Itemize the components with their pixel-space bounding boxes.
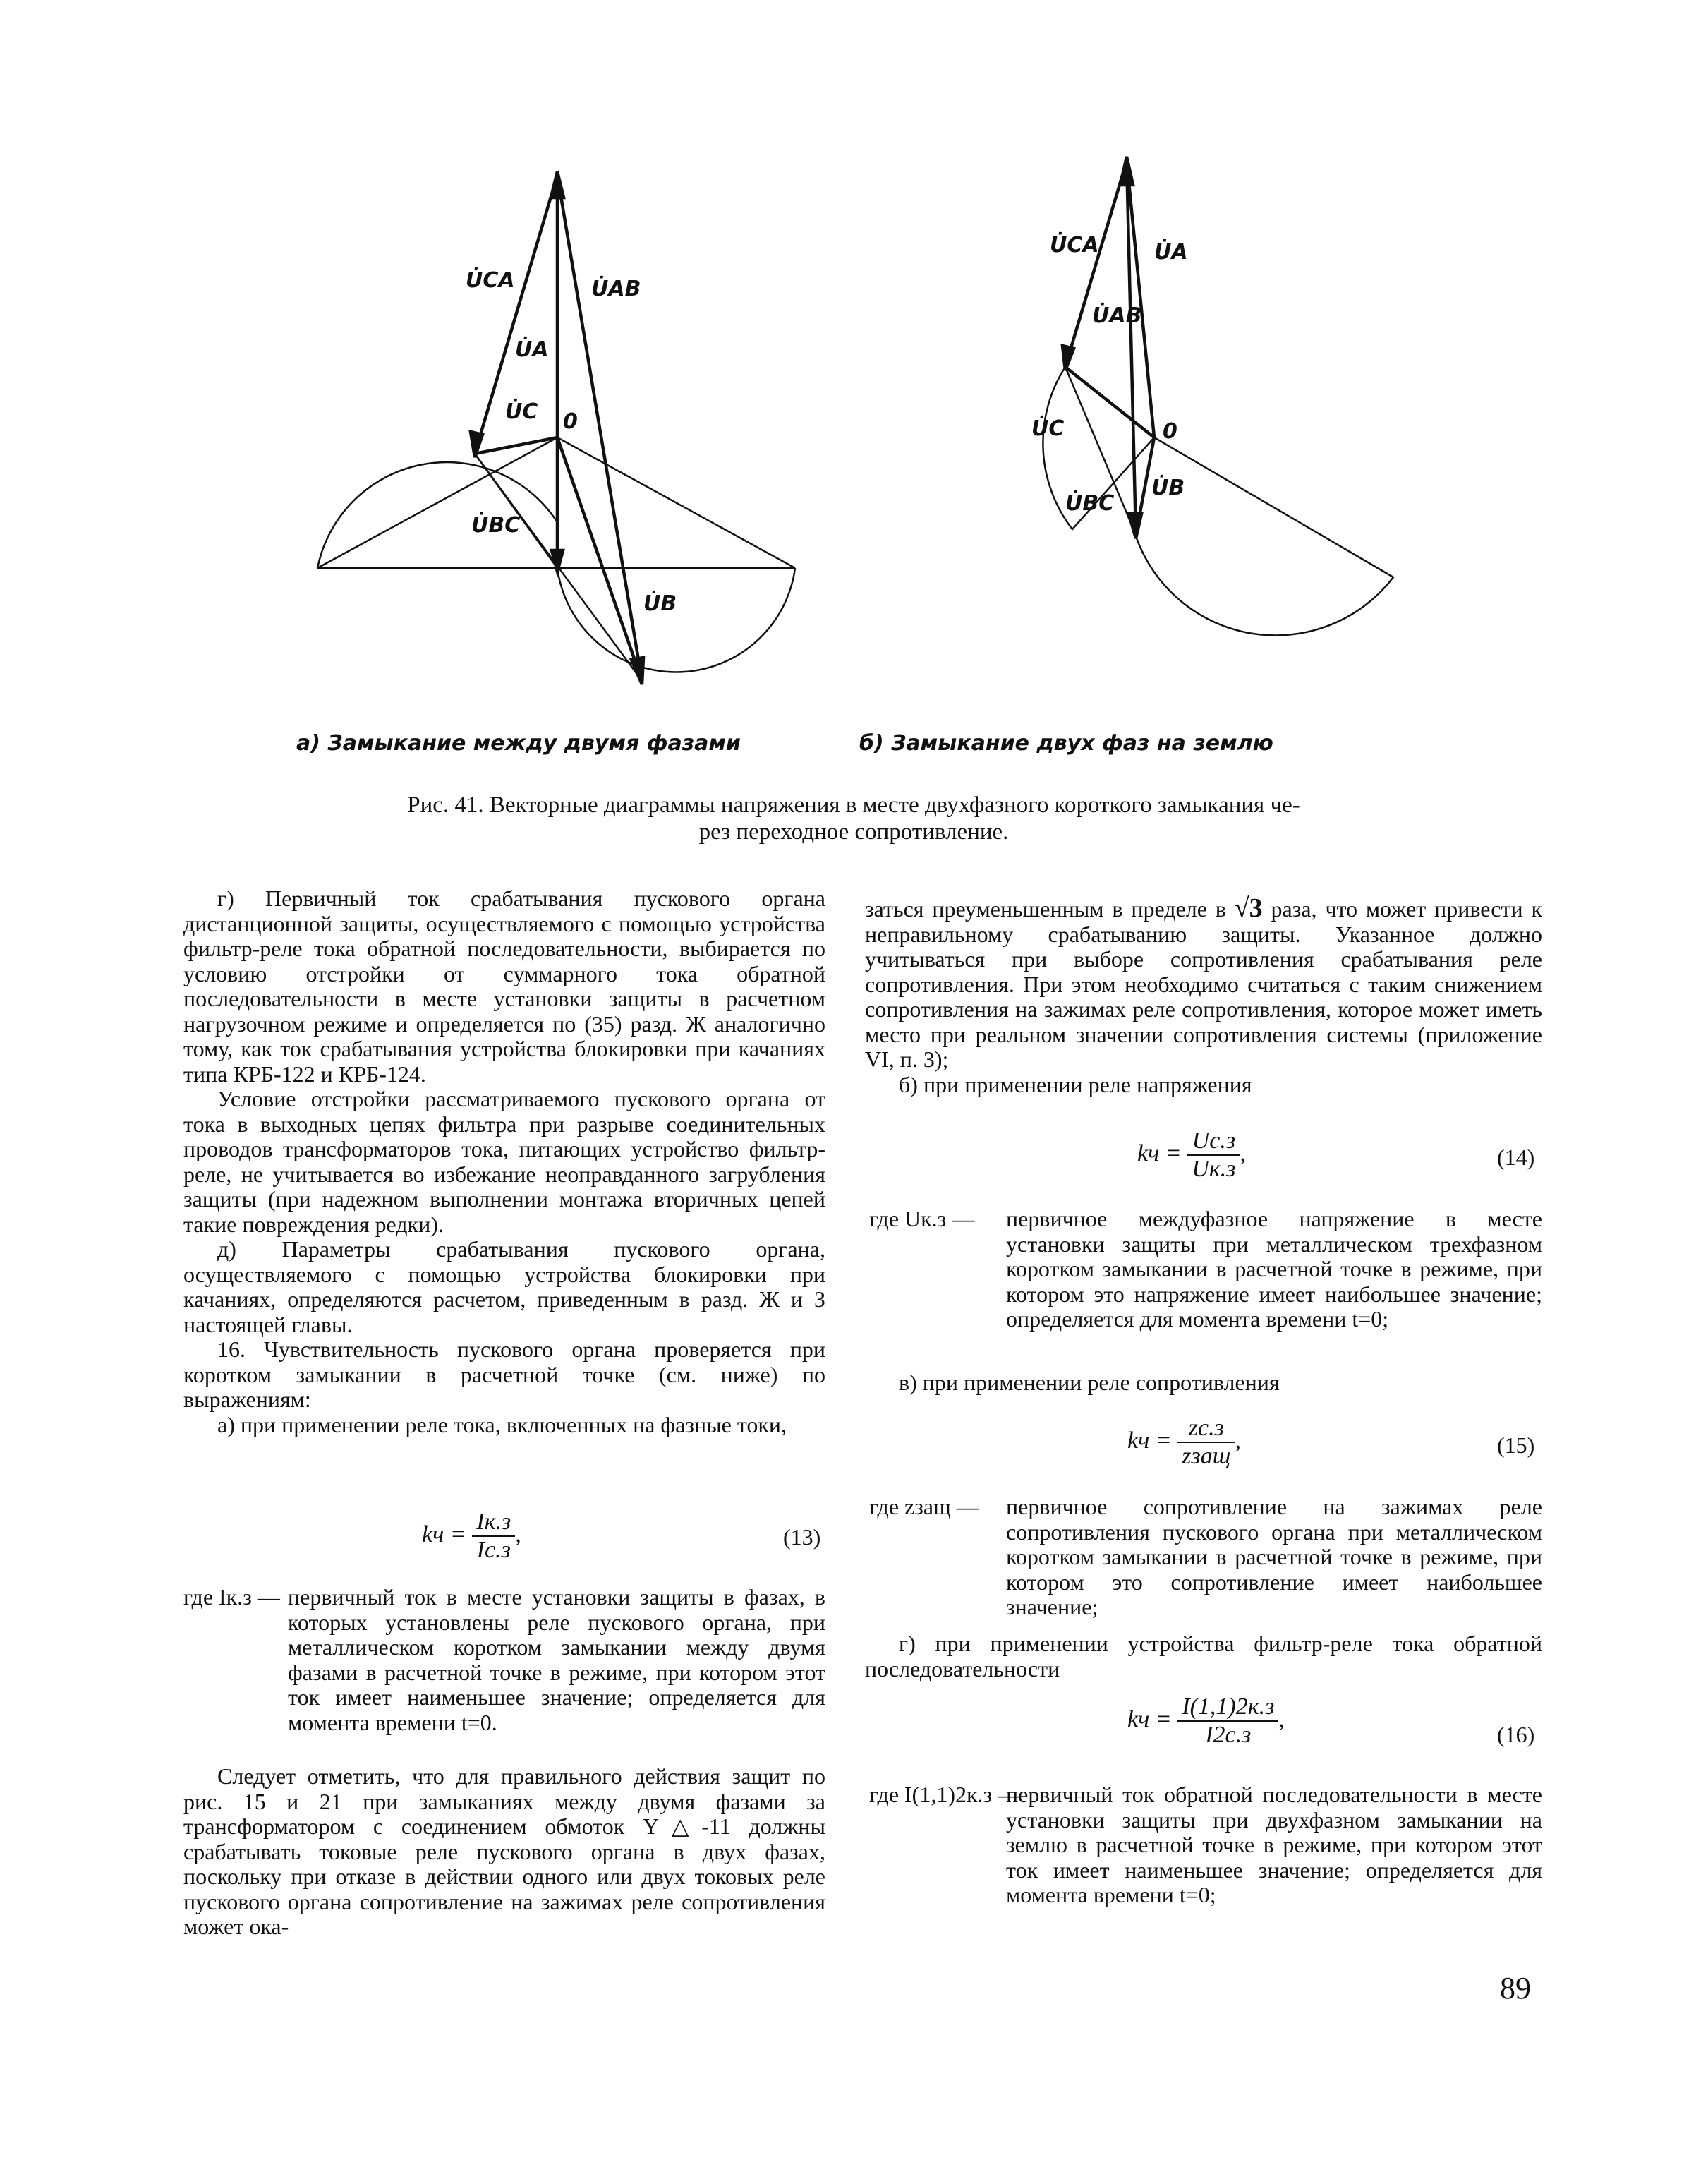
where-16 [869, 1782, 1542, 1952]
figure-caption-line1: Рис. 41. Векторные диаграммы напряжения в месте двухфазного короткого замыкания че- [407, 792, 1300, 818]
paragraph: Следует отметить, что для правильного действия защит по рис. 15 и 21 при замыканиях между двумя фазами за трансформатором с соединением обмоток Y△-11 должны срабатывать токовые реле пускового органа в двух фазах, поскольку при отказе в действии одного или двух токовых реле пускового органа сопротивление на зажимах реле сопротивления может ока- [183, 1763, 825, 1939]
paragraph: б) при применении реле напряжения [899, 1071, 1252, 1097]
paragraph: Условие отстройки рассматриваемого пускового органа от тока в выходных цепях фильтра при разрыве соединительных проводов трансформаторов тока, питающих устройство фильтр-реле, не учитывается во избежание неоправданного загрубления защиты (при надежном выполнении монтажа вторичных цепей такие повреждения редки). [183, 1086, 825, 1237]
fraction [1177, 1694, 1278, 1749]
where-text: первичное междуфазное напряжение в месте установки защиты при металлическом трехфазном коротком замыкании в расчетной точке в режиме, при котором это напряжение имеет наибольшее значение; определяется для момента времени t=0; [1006, 1206, 1542, 1332]
formula-comma: , [515, 1521, 521, 1547]
paragraph: 16. Чувствительность пускового органа проверяется при коротком замыкании в расчетной точке (см. ниже) по выражениям: [183, 1336, 825, 1412]
formula-14 [1137, 1128, 1246, 1183]
equation-number-16: (16) [1497, 1722, 1535, 1747]
where-text: первичное сопротивление на зажимах реле сопротивления пускового органа при металлическом коротком замыкании в расчетной точке в режиме, при котором это сопротивление имеет наибольшее значение; [1006, 1494, 1542, 1619]
vector-diagram-b [0, 0, 1482, 706]
fraction [1177, 1415, 1235, 1470]
where-label: где zзащ — [869, 1494, 979, 1519]
paragraph: г) Первичный ток срабатывания пускового органа дистанционной защиты, осуществляемого с помощью устройства фильтр-реле тока обратной последовательности, выбирается по условию отстройки от суммарного тока обратной последовательности в месте установки защиты в расчетном нагрузочном режиме и определяется по (35) разд. Ж аналогично тому, как ток срабатывания устройства блокировки при качаниях типа КРБ-122 и КРБ-124. [183, 886, 825, 1087]
fraction [1187, 1128, 1240, 1183]
paragraph: д) Параметры срабатывания пускового органа, осуществляемого с помощью устройства блокировки при качаниях, определяются расчетом, приведенным в разд. Ж и З настоящей главы. [183, 1236, 825, 1337]
formula-comma: , [1278, 1706, 1285, 1732]
equation-number-13: (13) [783, 1524, 821, 1550]
numerator: I(1,1)2к.з [1177, 1694, 1278, 1722]
page-number: 89 [1500, 1971, 1531, 2005]
where-label: где I(1,1)2к.з — [869, 1782, 1021, 1807]
label-ubc-a: U̇BC [471, 513, 521, 538]
label-uc-b: U̇C [1031, 416, 1065, 441]
fraction [472, 1509, 515, 1564]
equation-number-14: (14) [1497, 1145, 1535, 1170]
where-15 [869, 1495, 1542, 1650]
formula-15 [1127, 1415, 1241, 1470]
label-ua-b: U̇A [1154, 240, 1188, 265]
paragraph: а) при применении реле тока, включенных на фазные токи, [217, 1411, 787, 1437]
where-label: где Iк.з — [183, 1584, 280, 1610]
where-text: первичный ток в месте установки защиты в фазах, в которых установлены реле пускового органа, при металлическом коротком замыкании между двумя фазами в расчетной точке в режиме, при котором этот ток имеет наименьшее значение; определяется для момента времени t=0. [288, 1584, 825, 1735]
where-label: где Uк.з — [869, 1206, 975, 1231]
formula-13 [422, 1509, 521, 1564]
label-uca-b: U̇CA [1050, 233, 1099, 258]
equation-number-15: (15) [1497, 1432, 1535, 1458]
right-column-lower [865, 1631, 1542, 1682]
label-uc-a: U̇C [505, 399, 538, 424]
label-origin-b: 0 [1163, 419, 1177, 444]
formula-lhs: kч = [1127, 1427, 1172, 1454]
left-column-top [183, 886, 825, 1437]
label-uab-a: U̇AB [591, 277, 641, 301]
label-ub-b: U̇B [1151, 476, 1185, 500]
right-column-top [865, 893, 1543, 1097]
where-text: первичный ток обратной последовательности в месте установки защиты при двухфазном замыкании на землю в расчетной точке в режиме, при котором этот ток имеет наименьшее значение; определяется для момента времени t=0; [1006, 1782, 1542, 1907]
label-uca-a: U̇CA [466, 268, 515, 293]
figure-caption [296, 792, 1411, 845]
label-uab-b: U̇AB [1092, 303, 1142, 328]
label-ub-a: U̇B [643, 591, 677, 616]
label-origin-a: 0 [563, 409, 578, 434]
formula-comma: , [1235, 1427, 1241, 1454]
label-ubc-b: U̇BC [1065, 491, 1115, 516]
sqrt3: √3 [1234, 893, 1263, 923]
where-14 [869, 1207, 1542, 1362]
paragraph: г) при применении устройства фильтр-реле тока обратной последовательности [865, 1631, 1542, 1682]
subcaption-b: б) Замыкание двух фаз на землю [859, 731, 1273, 756]
numerator: Uс.з [1187, 1128, 1240, 1156]
formula-16 [1127, 1694, 1285, 1749]
label-ua-a: U̇A [515, 337, 549, 362]
formula-lhs: kч = [1137, 1140, 1182, 1166]
paragraph-rest: раза, что может привести к неправильному срабатыванию защиты. Указанное должно учитываться при выборе сопротивления срабатывания реле сопротивления. При этом необходимо считаться с таким снижением сопротивления на зажимах реле сопротивления, которое может иметь место при реальном значении сопротивления системы (приложение VI, п. 3); [865, 896, 1543, 1072]
formula-lhs: kч = [1127, 1706, 1172, 1732]
right-column-mid [865, 1370, 1542, 1396]
numerator: Iк.з [472, 1509, 515, 1537]
figure-caption-line2: рез переходное сопротивление. [698, 819, 1009, 845]
denominator: Uк.з [1192, 1156, 1236, 1182]
left-column-bottom [183, 1764, 825, 1940]
denominator: zзащ [1182, 1443, 1231, 1469]
paragraph-start: заться преуменьшенным в пределе в [865, 896, 1226, 922]
denominator: I2с.з [1205, 1722, 1252, 1748]
formula-comma: , [1240, 1140, 1246, 1166]
paragraph: в) при применении реле сопротивления [899, 1370, 1280, 1395]
denominator: Iс.з [476, 1537, 511, 1563]
formula-lhs: kч = [422, 1521, 466, 1547]
numerator: zс.з [1177, 1415, 1235, 1443]
subcaption-a: а) Замыкание между двумя фазами [296, 731, 741, 756]
